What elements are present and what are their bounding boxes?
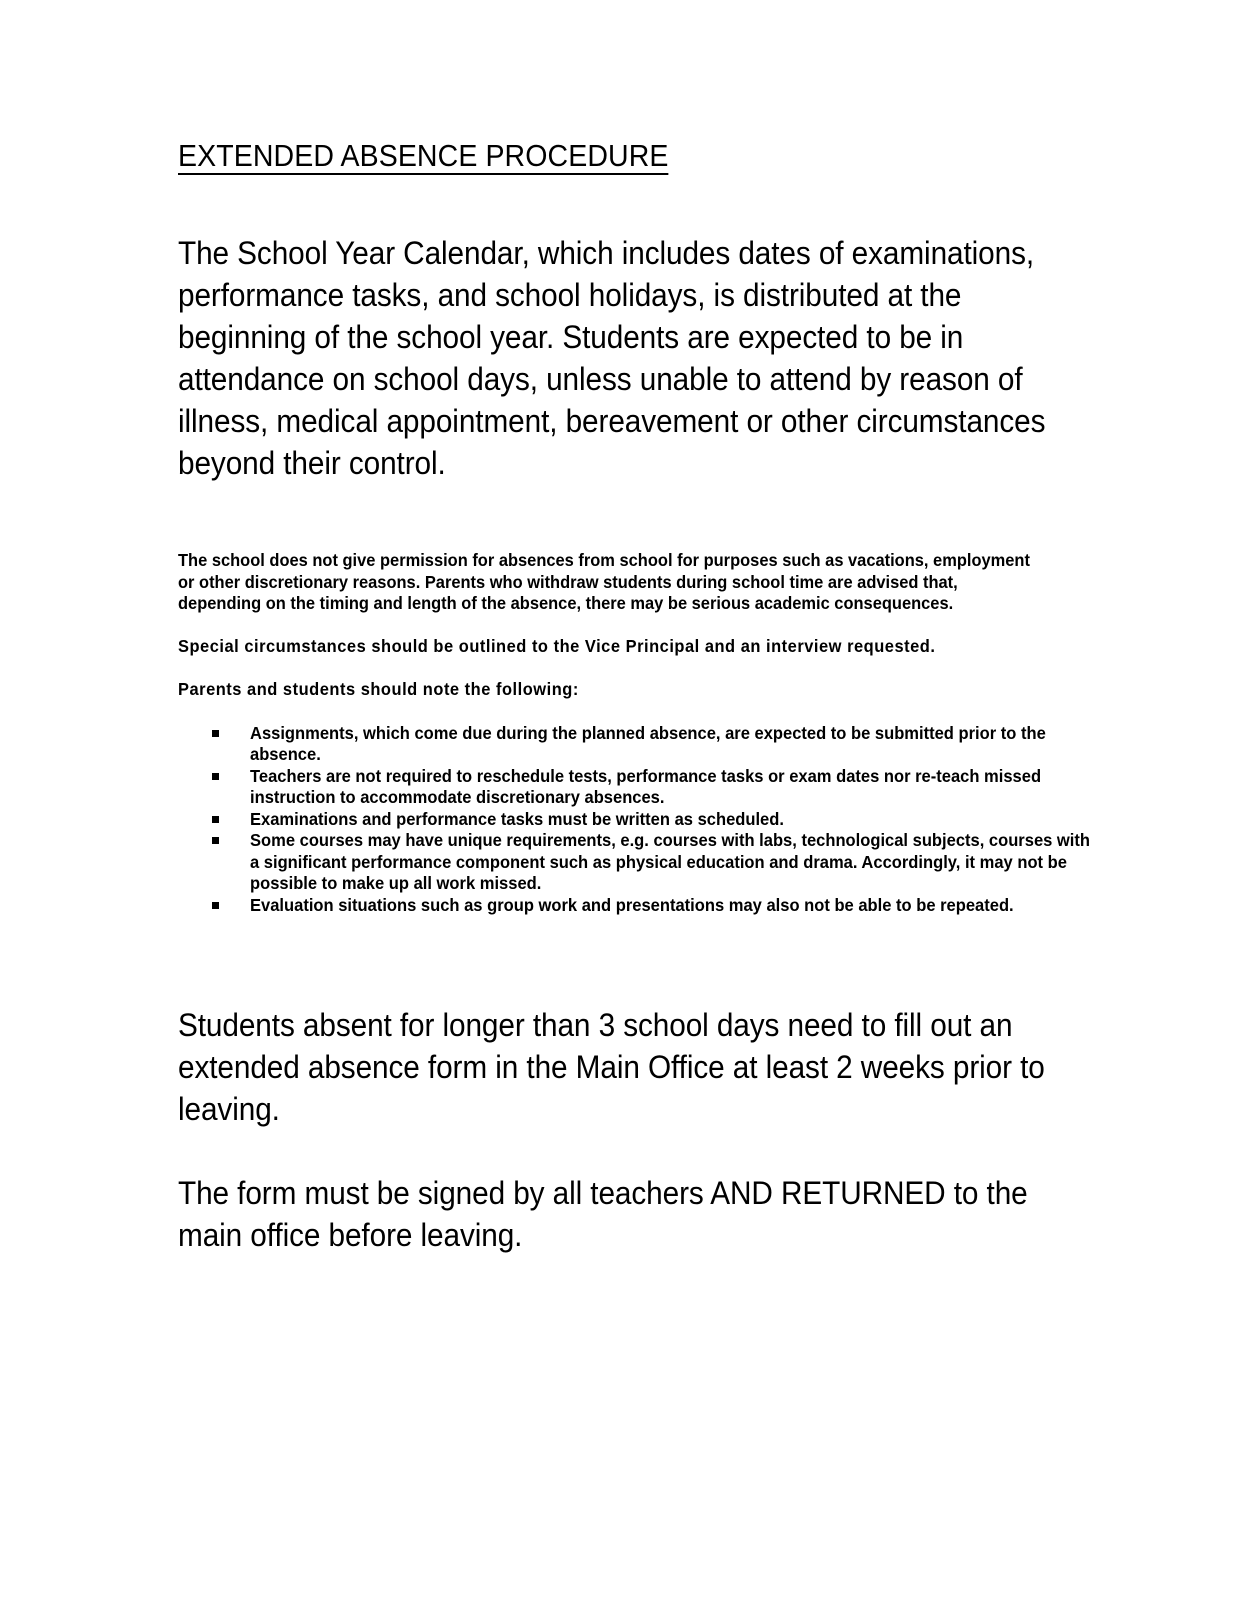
list-item <box>178 895 1038 917</box>
list-item <box>178 765 1042 809</box>
square-bullet-icon <box>212 837 219 844</box>
list-item <box>178 809 1038 831</box>
list-item-text: Examinations and performance tasks must be written as scheduled. <box>250 808 784 829</box>
list-item-text: Teachers are not required to reschedule tests, performance tasks or exam dates nor re-teach missed instruction to accommodate discretionary absences. <box>250 765 1042 807</box>
square-bullet-icon <box>212 730 219 737</box>
list-item <box>178 722 1046 766</box>
square-bullet-icon <box>212 773 219 780</box>
list-item-text: Evaluation situations such as group work and presentations may also not be able to be repeated. <box>250 894 1014 915</box>
list-item-text: Some courses may have unique requirements, e.g. courses with labs, technological subjects, courses with a significant performance component such as physical education and drama. Accordingly, it may not be possible to make up all work missed. <box>250 830 1091 893</box>
square-bullet-icon <box>212 902 219 909</box>
page-title-container <box>178 140 1038 180</box>
list-item-text: Assignments, which come due during the planned absence, are expected to be submitted prior to the absence. <box>250 722 1046 764</box>
special-circumstances-paragraph: Special circumstances should be outlined to the Vice Principal and an interview requested. <box>178 635 936 656</box>
policy-paragraph: The school does not give permission for absences from school for purposes such as vacations, employment or other discretionary reasons. Parents who withdraw students during school time are advised that, depending on the timing and length of the absence, there may be serious academic consequences. <box>178 550 1030 613</box>
list-intro-heading: Parents and students should note the following: <box>178 679 579 699</box>
intro-paragraph: The School Year Calendar, which includes dates of examinations, performance tasks, and school holidays, is distributed at the beginning of the school year. Students are expected to be in attendance on school days, unless unable to attend by reason of illness, medical appointment, bereavement or other circumstances beyond their control. <box>178 235 1046 481</box>
list-item <box>178 830 1091 895</box>
closing-paragraph-two: The form must be signed by all teachers AND RETURNED to the main office before leaving. <box>178 1175 1028 1253</box>
document-body <box>178 138 1091 1256</box>
square-bullet-icon <box>212 816 219 823</box>
page-title: EXTENDED ABSENCE PROCEDURE <box>178 138 669 173</box>
closing-paragraph-one: Students absent for longer than 3 school days need to fill out an extended absence form in the Main Office at least 2 weeks prior to leaving. <box>178 1007 1045 1127</box>
notes-bullet-list <box>178 722 1091 917</box>
